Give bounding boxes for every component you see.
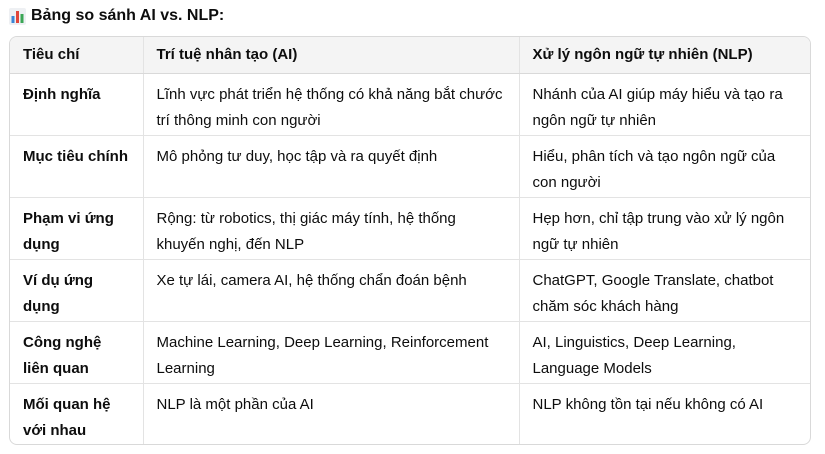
row-criteria: Mục tiêu chính (10, 135, 143, 197)
row-ai-cell: NLP là một phần của AI (143, 383, 519, 445)
header-criteria: Tiêu chí (10, 37, 143, 73)
row-ai-cell: Machine Learning, Deep Learning, Reinforcement Learning (143, 321, 519, 383)
heading-text: Bảng so sánh AI vs. NLP: (31, 7, 225, 24)
row-criteria: Công nghệ liên quan (10, 321, 143, 383)
row-nlp-cell: AI, Linguistics, Deep Learning, Language Models (519, 321, 810, 383)
table-row (10, 321, 810, 383)
row-ai-cell: Xe tự lái, camera AI, hệ thống chẩn đoán bệnh (143, 259, 519, 321)
table-row (10, 197, 810, 259)
comparison-table (10, 37, 810, 445)
row-ai-cell: Lĩnh vực phát triển hệ thống có khả năng bắt chước trí thông minh con người (143, 73, 519, 135)
table-row (10, 259, 810, 321)
table-row (10, 135, 810, 197)
header-ai: Trí tuệ nhân tạo (AI) (143, 37, 519, 73)
row-nlp-cell: NLP không tồn tại nếu không có AI (519, 383, 810, 445)
section-heading (9, 4, 224, 28)
comparison-table-container (9, 36, 811, 445)
row-criteria: Phạm vi ứng dụng (10, 197, 143, 259)
table-row (10, 383, 810, 445)
row-nlp-cell: ChatGPT, Google Translate, chatbot chăm sóc khách hàng (519, 259, 810, 321)
row-ai-cell: Rộng: từ robotics, thị giác máy tính, hệ thống khuyến nghị, đến NLP (143, 197, 519, 259)
header-nlp: Xử lý ngôn ngữ tự nhiên (NLP) (519, 37, 810, 73)
bar-chart-icon (9, 8, 26, 25)
row-criteria: Mối quan hệ với nhau (23, 395, 111, 439)
row-nlp-cell: Nhánh của AI giúp máy hiểu và tạo ra ngôn ngữ tự nhiên (519, 73, 810, 135)
table-row (10, 73, 810, 135)
table-header-row (10, 37, 810, 73)
row-nlp-cell: Hẹp hơn, chỉ tập trung vào xử lý ngôn ngữ tự nhiên (519, 197, 810, 259)
row-criteria: Định nghĩa (10, 73, 143, 135)
row-criteria: Ví dụ ứng dụng (10, 259, 143, 321)
row-ai-cell: Mô phỏng tư duy, học tập và ra quyết định (143, 135, 519, 197)
row-nlp-cell: Hiểu, phân tích và tạo ngôn ngữ của con người (519, 135, 810, 197)
